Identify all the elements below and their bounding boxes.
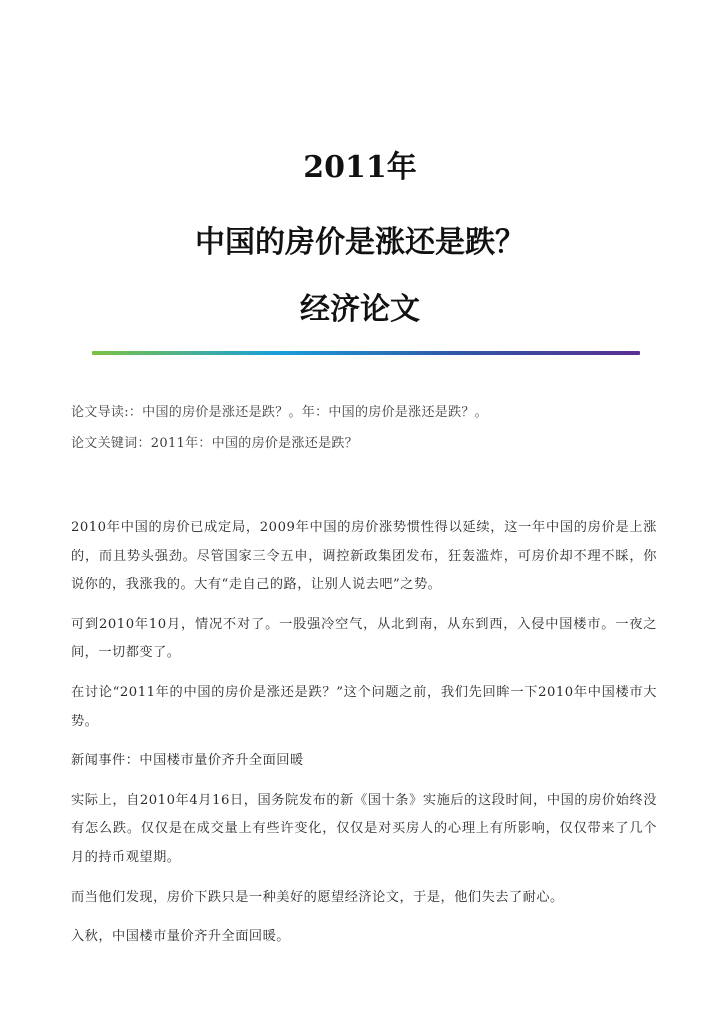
paragraph: 2010年中国的房价已成定局，2009年中国的房价涨势惯性得以延续，这一年中国的房价是上涨的，而且势头强劲。尽管国家三令五申，调控新政集团发布，狂轰滥炸，可房价却不理不睬，你说你的，我涨我的。大有“走自己的路，让别人说去吧”之势。 — [71, 520, 657, 593]
abstract-line: 论文导读:：中国的房价是涨还是跌？。年：中国的房价是涨还是跌？。 — [71, 405, 488, 420]
title-year: 2011年 — [303, 150, 417, 185]
paragraph: 可到2010年10月，情况不对了。一股强冷空气，从北到南，从东到西，入侵中国楼市。一夜之间，一切都变了。 — [71, 616, 657, 661]
paragraph: 而当他们发现，房价下跌只是一种美好的愿望经济论文，于是，他们失去了耐心。 — [71, 889, 564, 905]
paragraph: 新闻事件：中国楼市量价齐升全面回暖 — [71, 753, 304, 769]
title-category: 经济论文 — [300, 292, 420, 327]
paragraph: 实际上，自2010年4月16日，国务院发布的新《国十条》实施后的这段时间，中国的房价始终没有怎么跌。仅仅是在成交量上有些许变化，仅仅是对买房人的心理上有所影响，仅仅带来了几个月的持币观望期。 — [71, 792, 657, 865]
paragraph: 在讨论“2011年的中国的房价是涨还是跌？”这个问题之前，我们先回眸一下2010年中国楼市大势。 — [71, 684, 657, 729]
title-divider — [92, 351, 640, 355]
title-question: 中国的房价是涨还是跌？ — [195, 225, 525, 260]
keywords-line: 论文关键词：2011年：中国的房价是涨还是跌？ — [71, 436, 358, 451]
paragraph: 入秋，中国楼市量价齐升全面回暖。 — [71, 929, 290, 945]
body-text — [71, 514, 657, 963]
